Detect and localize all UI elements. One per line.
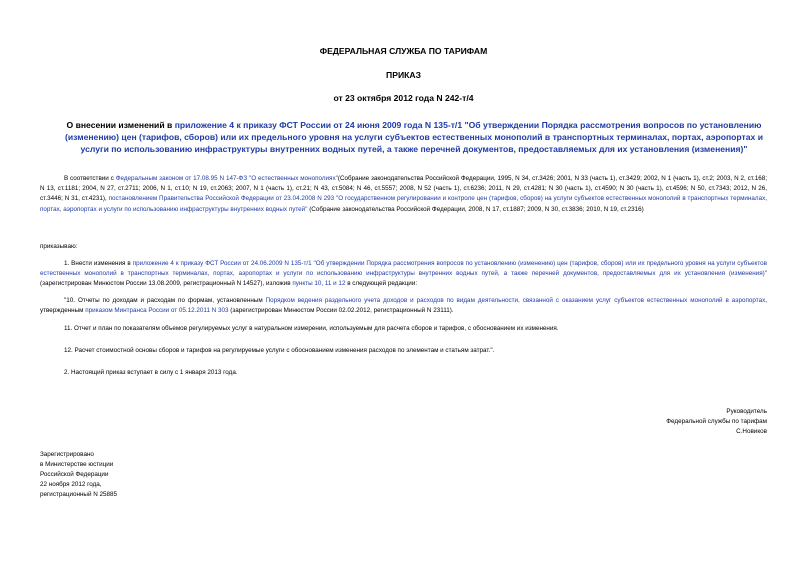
registration-block <box>40 450 290 500</box>
mintrans-order-link[interactable]: приказом Минтранса России от 05.12.2011 N 303 <box>85 307 229 315</box>
registration-line-4: 22 ноября 2012 года, <box>40 481 102 488</box>
item-12-paragraph: 12. Расчет стоимостной основы сборов и тарифов на регулируемые услуги с обоснованием изменения расходов по элементам и статьям затрат.". <box>64 347 495 354</box>
item-1-text-b: (зарегистрирован Минюстом России 13.08.2009, регистрационный N 14527), изложив <box>40 280 293 288</box>
federal-law-link[interactable]: Федеральным законом от 17.08.95 N 147-ФЗ "О естественных монополиях" <box>115 175 338 182</box>
accounting-procedure-link[interactable]: Порядком ведения раздельного учета доходов и расходов по видам деятельности, связанной с оказанием услуг субъектов естественных монополий в аэропортах <box>265 297 766 304</box>
item-10-text-c: (зарегистрирован Минюстом России 02.02.2012, регистрационный N 23111). <box>228 307 454 315</box>
signature-title: Руководитель <box>726 408 767 415</box>
item-10-paragraph <box>40 296 767 316</box>
preamble-text-b: (Собрание законодательства Российской Федерации, 1995, N 34, ст.3426; 2001, N 33 (часть 1), ст.3429; 2002, N 1 (часть 1), ст.2; 2003, N 2, ст.168; N 13, ст.1181; 2004, N 27, ст.2711; 2006, N 1, ст.10; N 19, ст.2063; 2007, N 1 (часть 1), ст.21; N 43, ст.5084; N 46, ст.5557; 2008, N 52 (часть 1), ст.6236; 2011, N 29, ст.4281; N 30 (часть 1), ст.4590; N 30 (часть 1), ст.4596; N 50, ст.7343; 2012, N 26, ст.3446; N 31, ст.4231), <box>40 175 768 203</box>
registration-line-1: Зарегистрировано <box>40 451 94 458</box>
signature-name: С.Новиков <box>736 428 767 435</box>
registration-line-2: в Министерстве юстиции <box>40 461 114 468</box>
signature-agency: Федеральной службы по тарифам <box>666 418 767 425</box>
date-number-heading: от 23 октября 2012 года N 242-т/4 <box>333 93 474 103</box>
government-decree-link[interactable]: постановлением Правительства Российской Федерации от 23.04.2008 N 293 "О государственном регулировании и контроле цен (тарифов, сборов) на услуги субъектов естественных монополий в транспортных терминалах, портах, аэропортах и услуги по использованию инфраструктуры внутренних водных путей" <box>40 195 767 213</box>
item-1-text-a: 1. Внести изменения в <box>64 260 133 267</box>
items-10-11-12-link[interactable]: пункты 10, 11 и 12 <box>292 280 346 288</box>
preamble-paragraph <box>40 174 767 215</box>
item-10-text-b: , утвержденным <box>40 297 767 315</box>
registration-line-3: Российской Федерации <box>40 471 109 478</box>
item-10-text-a: "10. Отчеты по доходам и расходам по формам, установленным <box>64 297 266 304</box>
item-11-paragraph: 11. Отчет и план по показателям объемов регулируемых услуг в натуральном измерении, используемым для расчета сборов и тарифов, с обоснованием их изменения. <box>64 325 559 332</box>
doc-type-heading: ПРИКАЗ <box>386 70 421 80</box>
signature-block <box>517 407 767 437</box>
order-word: приказываю: <box>40 243 78 250</box>
title-text: О внесении изменений в <box>66 120 175 130</box>
document-title <box>58 119 770 155</box>
appendix-4-link[interactable]: приложение 4 к приказу ФСТ России от 24.06.2009 N 135-т/1 "Об утверждении Порядка рассмотрения вопросов по установлению (изменению) цен (тарифов, сборов) или их предельного уровня на услуги субъектов естественных монополий в транспортных терминалах, портах, аэропортах и услуги по использованию инфраструктуры внутренних водных путей, а также перечней документов, предоставляемых для их установления (изменения)" <box>40 260 767 278</box>
preamble-text-a: В соответствии с <box>64 175 116 182</box>
item-1-paragraph <box>40 259 767 290</box>
title-link[interactable]: приложение 4 к приказу ФСТ России от 24 июня 2009 года N 135-т/1 "Об утверждении Порядка рассмотрения вопросов по установлению (изменению) цен (тарифов, сборов) или их предельного уровня на услуги субъектов естественных монополий в транспортных терминалах, портах, аэропортах и услуги по использованию инфраструктуры внутренних водных путей, а также перечней документов, предоставляемых для их установления (изменения)" <box>65 120 763 154</box>
item-1-text-c: в следующей редакции: <box>345 280 418 288</box>
preamble-text-c: (Собрание законодательства Российской Федерации, 2008, N 17, ст.1887; 2009, N 30, ст.3836; 2010, N 19, ст.2316) <box>307 205 644 213</box>
item-2-paragraph: 2. Настоящий приказ вступает в силу с 1 января 2013 года. <box>64 369 238 376</box>
agency-heading: ФЕДЕРАЛЬНАЯ СЛУЖБА ПО ТАРИФАМ <box>319 46 488 56</box>
registration-line-5: регистрационный N 25885 <box>40 491 118 498</box>
